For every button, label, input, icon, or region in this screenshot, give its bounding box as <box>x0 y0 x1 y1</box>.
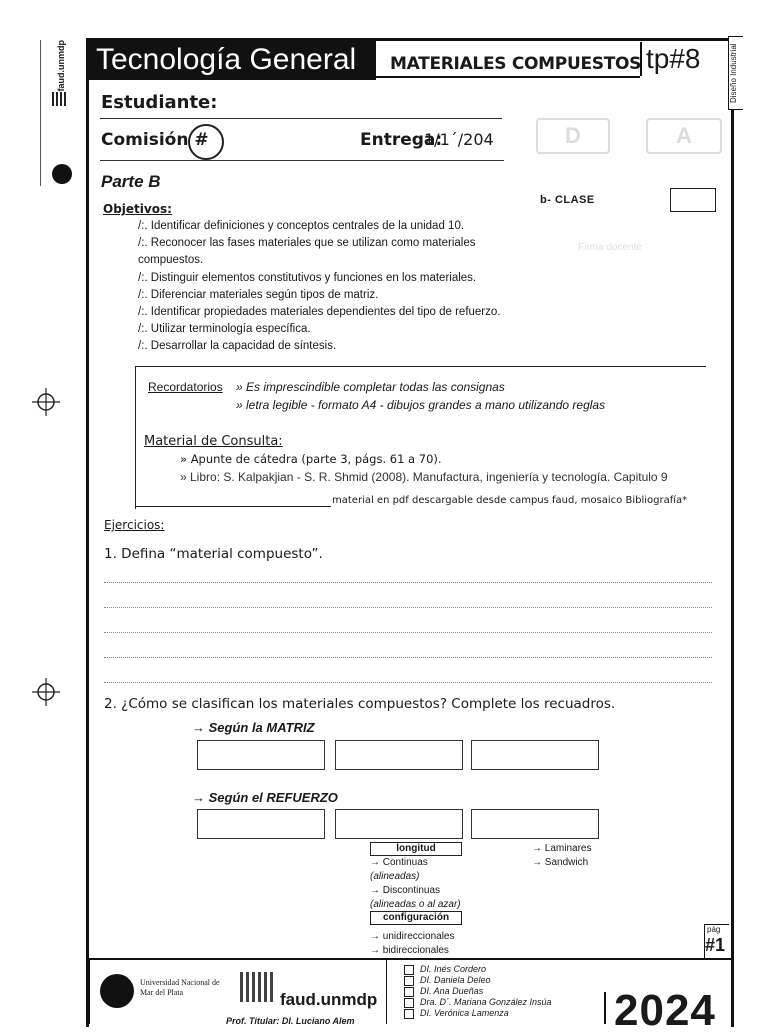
answer-line[interactable] <box>104 582 712 583</box>
consult-item-2: » Libro: S. Kalpakjian - S. R. Shmid (2008). Manufactura, ingeniería y tecnología. Capitulo 9 <box>180 470 668 484</box>
reminder-line-2: » letra legible - formato A4 - dibujos grandes a mano utilizando reglas <box>236 398 606 412</box>
tp-number: tp#8 <box>640 42 701 76</box>
reminder-line-1: » Es imprescindible completar todas las consignas <box>236 380 505 394</box>
page-box <box>704 924 729 959</box>
checkbox[interactable] <box>404 965 414 975</box>
objective-item: /:. Reconocer las fases materiales que se utilizan como materiales <box>138 237 476 250</box>
objective-item: /:. Diferenciar materiales según tipos de matriz. <box>138 288 379 301</box>
matrix-box-3[interactable] <box>471 740 599 770</box>
delivery-value: 1/1´/204 <box>424 130 494 149</box>
matrix-box-1[interactable] <box>197 740 325 770</box>
objective-item: /:. Identificar definiciones y conceptos centrales de la unidad 10. <box>138 220 465 232</box>
left-margin-rule <box>40 40 41 186</box>
checkbox[interactable] <box>404 987 414 997</box>
student-line[interactable] <box>100 118 502 119</box>
reinforcement-heading: → Según el REFUERZO <box>192 790 338 805</box>
commission-label: Comisión # <box>101 130 209 150</box>
objective-item: /:. Utilizar terminología específica. <box>138 323 311 336</box>
footer-vertical-rule <box>88 958 90 1024</box>
faud-grid-logo-icon <box>240 972 274 1002</box>
year: 2024 <box>614 986 716 1035</box>
page-number: #1 <box>705 935 726 955</box>
unidirectional: → unidireccionales <box>370 931 455 942</box>
university-seal-icon <box>52 164 72 184</box>
reinforcement-box-2[interactable] <box>335 809 463 839</box>
consult-item-3: material en pdf descargable desde campus faud, mosaico Bibliografía* <box>332 495 688 506</box>
commission-circle[interactable] <box>188 124 224 160</box>
grade-a-box: A <box>646 118 722 154</box>
registration-mark-icon <box>32 388 60 416</box>
matrix-box-2[interactable] <box>335 740 463 770</box>
course-title: Tecnología General <box>86 40 376 80</box>
side-tab: Diseño Industrial <box>728 36 743 110</box>
checkbox[interactable] <box>404 998 414 1008</box>
checkbox[interactable] <box>404 976 414 986</box>
subject-title: MATERIALES COMPUESTOS <box>390 54 642 74</box>
fiber-aligned-random: (alineadas o al azar) <box>370 899 461 910</box>
university-logo-icon <box>100 974 134 1008</box>
ghost-signature-text: Firma docente <box>578 242 642 253</box>
registration-mark-icon <box>32 678 60 706</box>
objective-item: /:. Desarrollar la capacidad de síntesis. <box>138 340 337 353</box>
staff-item: DI. Daniela Deleo <box>404 975 552 986</box>
student-label: Estudiante: <box>101 92 218 113</box>
matrix-heading: → Según la MATRIZ <box>192 720 315 735</box>
question-1: 1. Defina “material compuesto”. <box>104 546 323 562</box>
objectives-list <box>138 218 500 356</box>
faud-vertical-logo: faud.unmdp <box>56 40 66 92</box>
staff-item: DI. Verónica Lamenza <box>404 1008 552 1019</box>
objective-item: compuestos. <box>138 254 204 267</box>
consult-item-1: » Apunte de cátedra (parte 3, págs. 61 a 70). <box>180 452 442 466</box>
staff-list <box>404 964 552 1019</box>
staff-item: DI. Inés Cordero <box>404 964 552 975</box>
answer-line[interactable] <box>104 607 712 608</box>
answer-line[interactable] <box>104 682 712 683</box>
answer-line[interactable] <box>104 657 712 658</box>
laminates: → Laminares <box>532 843 592 854</box>
question-2: 2. ¿Cómo se clasifican los materiales compuestos? Complete los recuadros. <box>104 696 616 712</box>
grade-d-box: D <box>536 118 610 154</box>
objectives-title: Objetivos: <box>103 202 172 216</box>
reinforcement-box-1[interactable] <box>197 809 325 839</box>
fiber-continuous: → Continuas <box>370 857 428 868</box>
faud-grid-icon <box>52 92 66 106</box>
consult-rule <box>135 506 331 507</box>
consult-title: Material de Consulta: <box>144 434 283 449</box>
clase-box[interactable] <box>670 188 716 212</box>
delivery-label: Entrega: <box>360 130 443 150</box>
exercises-title: Ejercicios: <box>104 518 165 532</box>
staff-item: DI. Ana Dueñas <box>404 986 552 997</box>
professor: Prof. Titular: DI. Luciano Alem <box>226 1016 355 1026</box>
part-title: Parte B <box>101 172 161 191</box>
year-divider <box>604 992 606 1024</box>
staff-item: Dra. D´. Mariana González Insúa <box>404 997 552 1008</box>
fiber-aligned: (alineadas) <box>370 871 420 882</box>
university-name: Universidad Nacional de Mar del Plata <box>140 978 220 997</box>
page-label: pág <box>707 925 721 934</box>
reinforcement-box-3[interactable] <box>471 809 599 839</box>
length-tag: longitud <box>370 842 462 856</box>
commission-line <box>100 160 504 161</box>
faud-logo-text: faud.unmdp <box>280 990 378 1009</box>
answer-line[interactable] <box>104 632 712 633</box>
clase-label: b- CLASE <box>540 194 595 206</box>
fiber-discontinuous: → Discontinuas <box>370 885 441 896</box>
objective-item: /:. Identificar propiedades materiales dependientes del tipo de refuerzo. <box>138 306 501 319</box>
header-rule <box>376 76 640 78</box>
objective-item: /:. Distinguir elementos constitutivos y funciones en los materiales. <box>138 271 477 284</box>
configuration-tag: configuración <box>370 911 462 925</box>
footer-rule <box>86 958 732 960</box>
checkbox[interactable] <box>404 1009 414 1019</box>
reminders-label: Recordatorios <box>148 380 223 394</box>
footer-divider <box>386 960 387 1024</box>
sandwich: → Sandwich <box>532 857 589 868</box>
bidirectional: → bidireccionales <box>370 945 449 956</box>
